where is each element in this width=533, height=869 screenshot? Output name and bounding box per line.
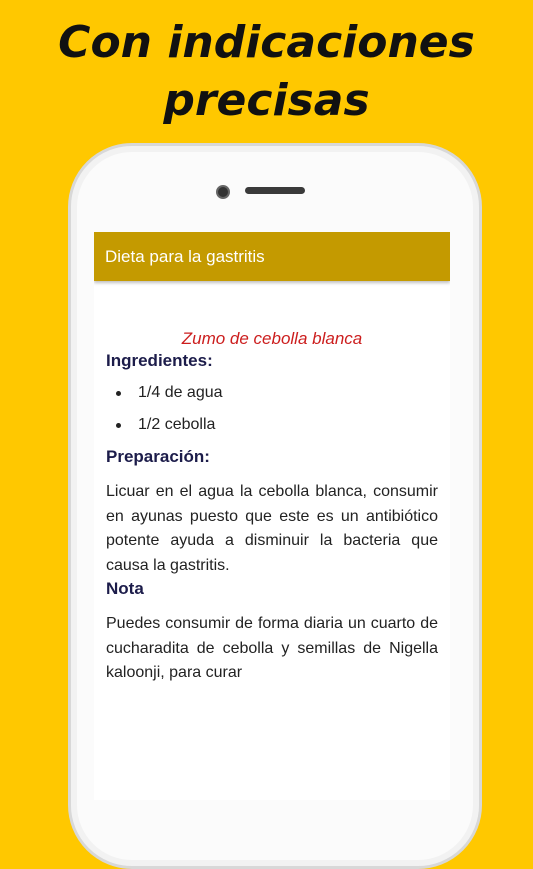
preparation-heading: Preparación: (106, 447, 210, 466)
camera-icon (216, 185, 230, 199)
speaker-grille (245, 187, 305, 194)
ingredient-text: 1/2 cebolla (138, 416, 216, 433)
note-text: Puedes consumir de forma diaria un cuarto de cucharadita de cebolla y semillas de Nigella kaloonji, para curar (106, 615, 438, 681)
app-bar (94, 232, 450, 281)
recipe-title: Zumo de cebolla blanca (181, 329, 363, 348)
preparation-text: Licuar en el agua la cebolla blanca, consumir en ayunas puesto que este es un antibiótico potente ayuda a disminuir la bacteria que causa la gastritis. (106, 483, 438, 574)
ingredients-list (106, 382, 438, 436)
ingredient-text: 1/4 de agua (138, 384, 223, 401)
phone-screen (94, 232, 450, 800)
note-heading: Nota (106, 579, 144, 598)
ingredients-heading: Ingredientes: (106, 351, 213, 370)
bullet-icon (116, 391, 121, 396)
list-item (106, 382, 438, 404)
list-item (106, 414, 438, 436)
bullet-icon (116, 423, 121, 428)
promo-headline-line2: precisas (163, 75, 370, 126)
recipe-content[interactable] (94, 328, 450, 686)
promo-headline-line1: Con indicaciones (58, 17, 475, 68)
app-title: Dieta para la gastritis (105, 247, 265, 266)
promo-headline (0, 14, 533, 130)
